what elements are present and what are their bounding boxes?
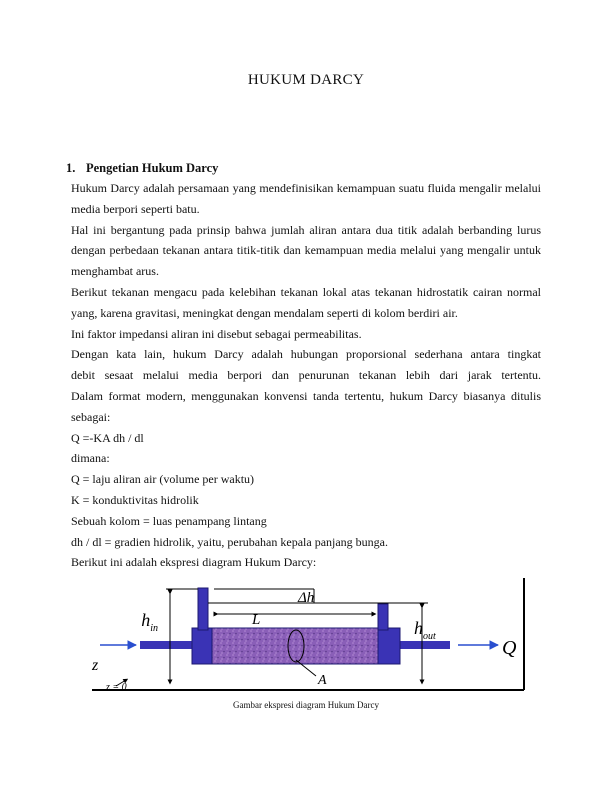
area-label: A [318,673,327,688]
datum-label: z = 0 [106,682,127,693]
definition-line: K = konduktivitas hidrolik [71,492,199,507]
body-line: Berikut ini adalah ekspresi diagram Hukum Darcy: [71,555,317,570]
body-line: Dalam format modern, menggunakan konvensi tanda tertentu, hukum Darcy biasanya ditulis [71,388,541,403]
z-label: z [92,657,99,674]
body-line: dimana: [71,451,110,466]
outlet-cap [378,628,400,664]
definition-line: Sebuah kolom = luas penampang lintang [71,513,267,528]
definition-line: dh / dl = gradien hidrolik, yaitu, perubahan kepala panjang bunga. [71,534,389,549]
document-title: HUKUM DARCY [247,72,365,88]
outlet-pipe [398,641,450,649]
body-line: menghambat arus. [71,264,159,279]
inlet-pipe [140,641,194,649]
delta-h-label: Δh [298,590,315,606]
definition-line: Q = laju aliran air (volume per waktu) [71,472,255,487]
section-number: 1. [66,161,76,175]
body-line: sebagai: [71,409,111,424]
inlet-cap [192,628,212,664]
figure-caption: Gambar ekspresi diagram Hukum Darcy [233,700,379,710]
body-line: Hukum Darcy adalah persamaan yang mendefinisikan kemampuan suatu fluida mengalir melalui [71,181,541,195]
h-out-label: $h_{out}$ [414,618,436,642]
inlet-standpipe [198,588,208,630]
body-line: Berikut tekanan mengacu pada kelebihan tekanan lokal atas tekanan hidrostatik cairan normal [71,284,541,299]
section-heading [66,161,218,176]
body-line: dengan perbedaan tekanan antara titik-titik dan kemampuan media melalui yang mengalir untuk [71,243,541,258]
equation-line: Q =-KA dh / dl [71,430,144,445]
body-line: Dengan kata lain, hukum Darcy adalah hubungan proporsional sederhana antara tingkat [71,347,541,362]
body-line: Hal ini bergantung pada prinsip bahwa jumlah aliran antara dua titik adalah berbanding lurus [71,222,541,237]
body-line: media berpori seperti batu. [71,201,200,216]
section-heading-text: Pengetian Hukum Darcy [86,161,219,175]
length-label: L [252,612,261,628]
body-line: Ini faktor impedansi aliran ini disebut sebagai permeabilitas. [71,326,362,341]
body-line: debit sesaat melalui media berpori dan penurunan tekanan lebih dari jarak tertentu. [71,368,541,383]
darcy-diagram [88,576,528,696]
body-text [71,178,541,573]
outlet-standpipe [378,604,388,630]
q-label: Q [502,637,517,659]
body-line: yang, karena gravitasi, meningkat dengan mendalam seperti di kolom berdiri air. [71,305,458,320]
h-in-label: $h_{in}$ [141,610,158,634]
porous-medium [212,628,378,664]
